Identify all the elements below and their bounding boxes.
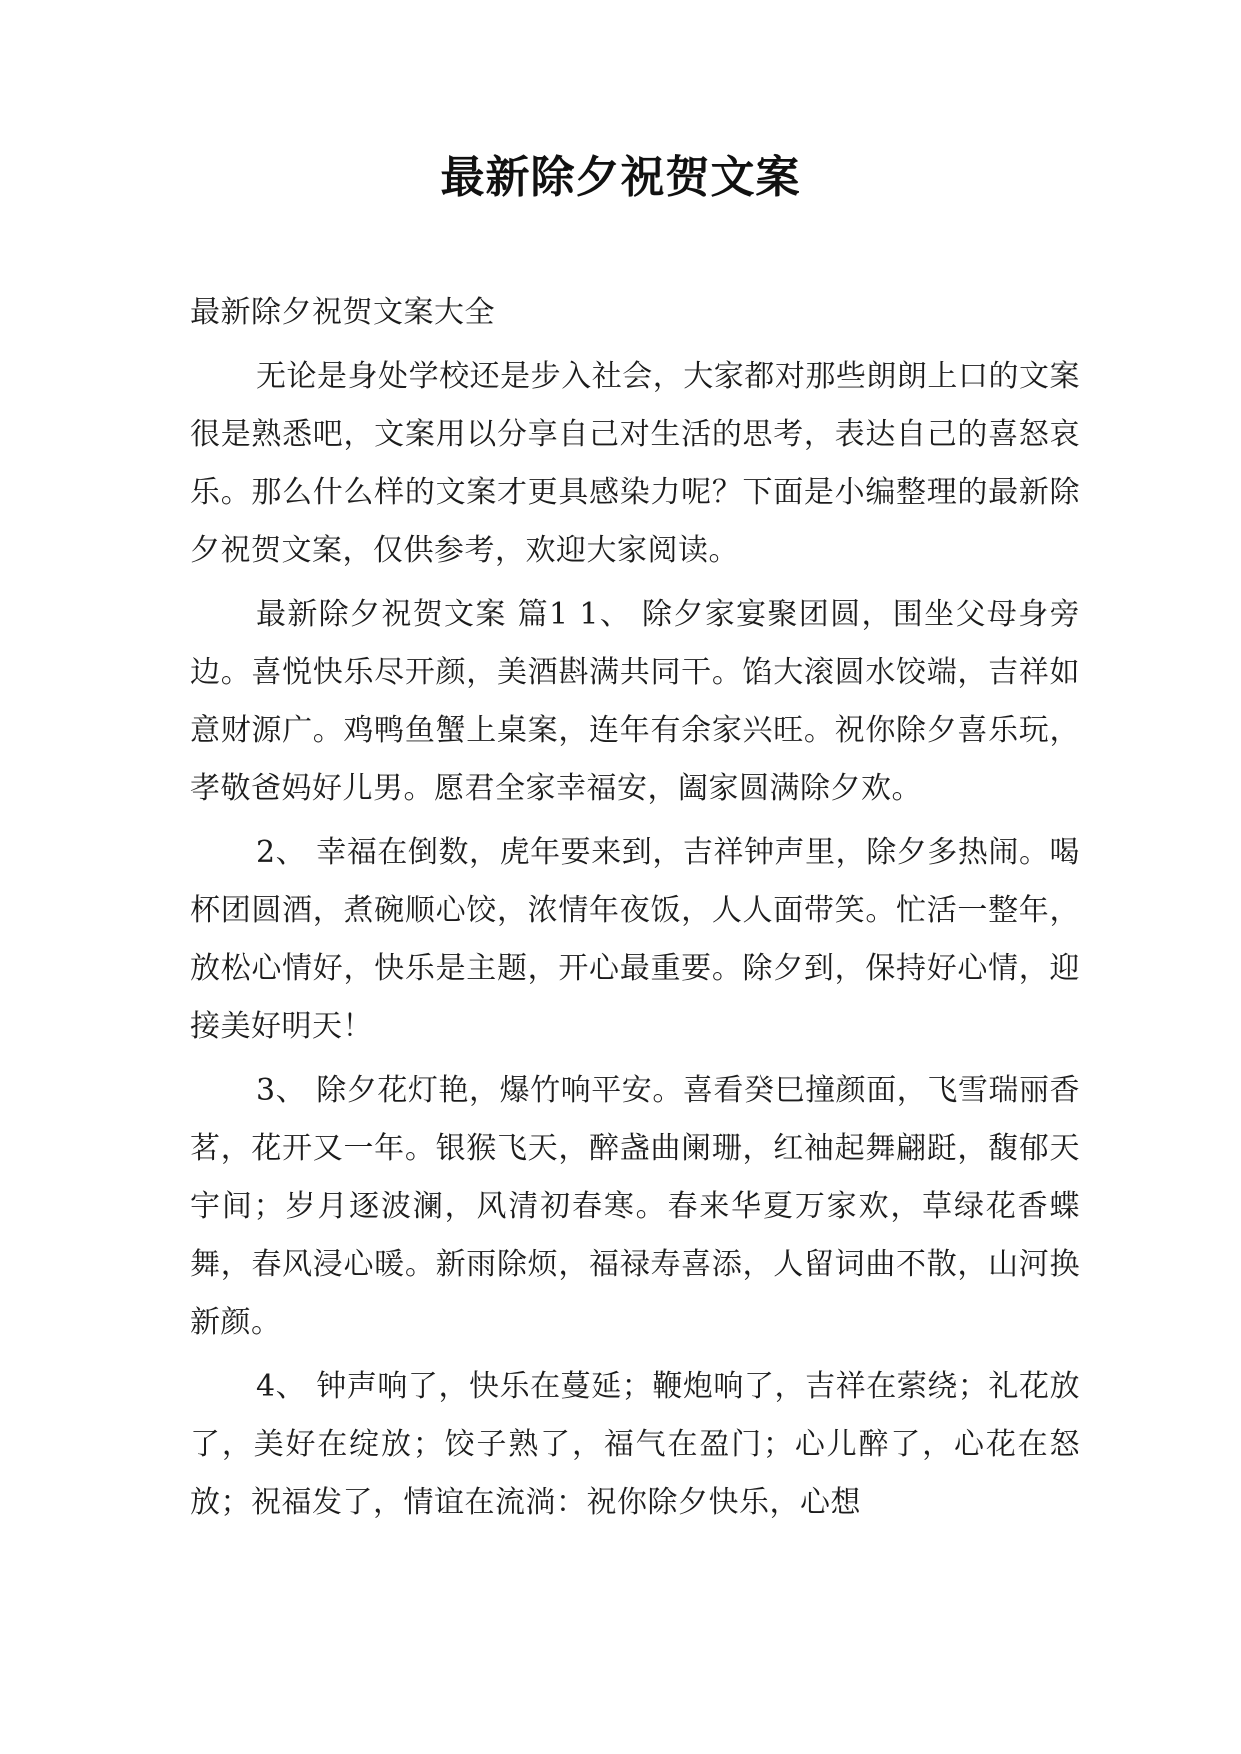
document-subtitle: 最新除夕祝贺文案大全 — [190, 295, 495, 330]
document-body — [190, 284, 1080, 1532]
paragraph-item-3: 3、 除夕花灯艳，爆竹响平安。喜看癸巳撞颜面，飞雪瑞丽香茗，花开又一年。银猴飞天，醉盏曲阑珊，红袖起舞翩跹，馥郁天宇间；岁月逐波澜，风清初春寒。春来华夏万家欢，草绿花香蝶舞，春风浸心暖。新雨除烦，福禄寿喜添，人留词曲不散，山河换新颜。 — [190, 1073, 1080, 1340]
paragraph-section-1: 最新除夕祝贺文案 篇1 1、 除夕家宴聚团圆，围坐父母身旁边。喜悦快乐尽开颜，美酒斟满共同干。馅大滚圆水饺端，吉祥如意财源广。鸡鸭鱼蟹上桌案，连年有余家兴旺。祝你除夕喜乐玩，孝敬爸妈好儿男。愿君全家幸福安，阖家圆满除夕欢。 — [190, 597, 1080, 806]
paragraph-item-4: 4、 钟声响了，快乐在蔓延；鞭炮响了，吉祥在萦绕；礼花放了，美好在绽放；饺子熟了，福气在盈门；心儿醉了，心花在怒放；祝福发了，情谊在流淌：祝你除夕快乐，心想 — [190, 1369, 1080, 1520]
paragraph-intro: 无论是身处学校还是步入社会，大家都对那些朗朗上口的文案很是熟悉吧，文案用以分享自己对生活的思考，表达自己的喜怒哀乐。那么什么样的文案才更具感染力呢？下面是小编整理的最新除夕祝贺文案，仅供参考，欢迎大家阅读。 — [190, 359, 1080, 568]
document-title: 最新除夕祝贺文案 — [440, 152, 801, 203]
paragraph-item-2: 2、 幸福在倒数，虎年要来到，吉祥钟声里，除夕多热闹。喝杯团圆酒，煮碗顺心饺，浓情年夜饭，人人面带笑。忙活一整年，放松心情好，快乐是主题，开心最重要。除夕到，保持好心情，迎接美好明天！ — [190, 835, 1080, 1044]
